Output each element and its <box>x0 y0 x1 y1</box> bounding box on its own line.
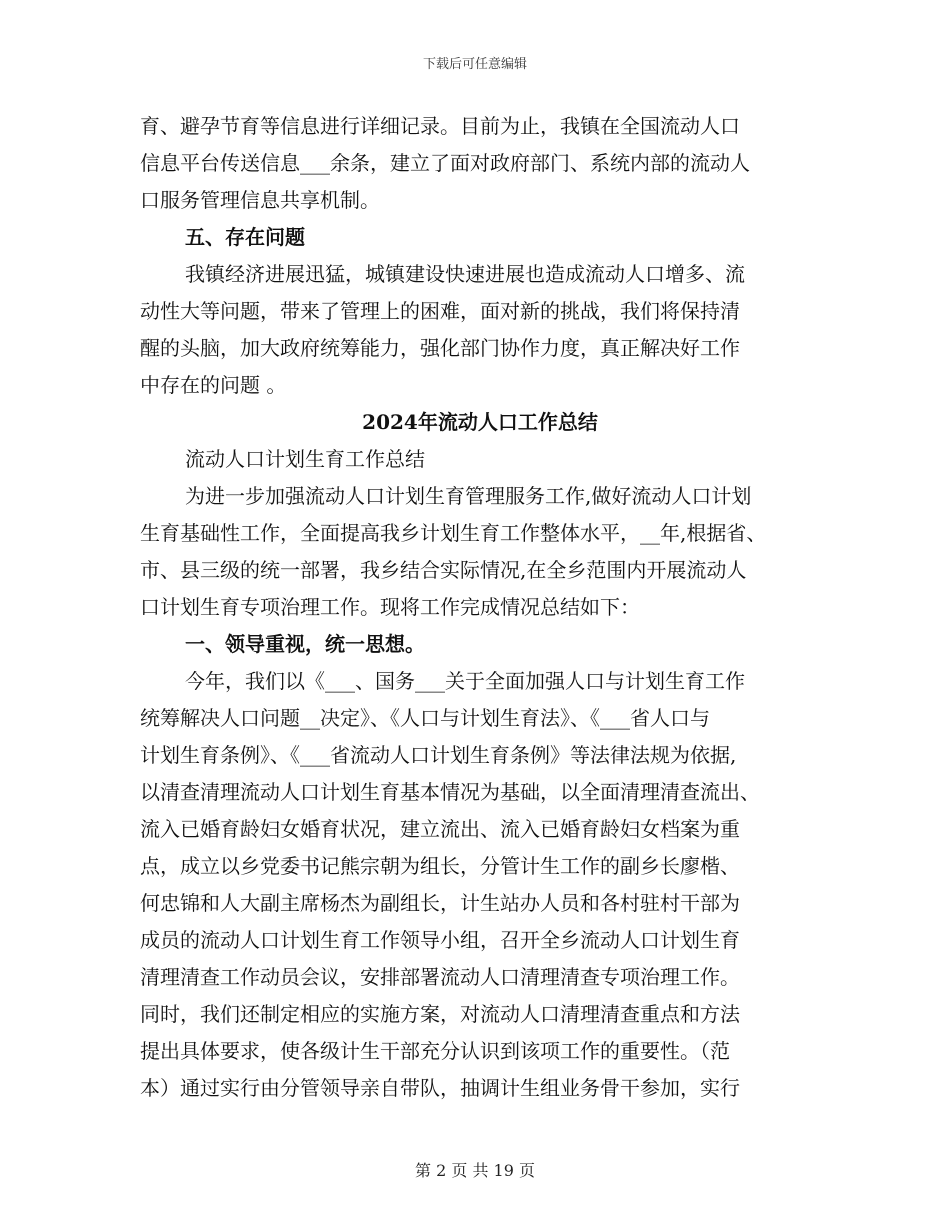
paragraph-line: 生育基础性工作，全面提高我乡计划生育工作整体水平，__年,根据省、 <box>140 521 767 545</box>
section-heading: 五、存在问题 <box>185 225 305 249</box>
paragraph-line: 市、县三级的统一部署，我乡结合实际情况,在全乡范围内开展流动人 <box>140 558 747 582</box>
document-title: 2024年流动人口工作总结 <box>362 410 598 434</box>
paragraph-line: 信息平台传送信息___余条，建立了面对政府部门、系统内部的流动人 <box>140 151 750 175</box>
paragraph-line: 本）通过实行由分管领导亲自带队，抽调计生组业务骨干参加，实行 <box>140 1076 740 1100</box>
document-body <box>140 108 820 1107</box>
paragraph-line: 口计划生育专项治理工作。现将工作完成情况总结如下： <box>140 595 640 619</box>
paragraph-line: 我镇经济进展迅猛，城镇建设快速进展也造成流动人口增多、流 <box>185 262 745 286</box>
paragraph-line: 醒的头脑，加大政府统筹能力，强化部门协作力度，真正解决好工作 <box>140 336 740 360</box>
paragraph-line: 何忠锦和人大副主席杨杰为副组长，计生站办人员和各村驻村干部为 <box>140 891 740 915</box>
paragraph-line: 流动人口计划生育工作总结 <box>185 447 425 471</box>
paragraph-line: 动性大等问题，带来了管理上的困难，面对新的挑战，我们将保持清 <box>140 299 740 323</box>
paragraph-line: 育、避孕节育等信息进行详细记录。目前为止，我镇在全国流动人口 <box>140 114 740 138</box>
paragraph-line: 流入已婚育龄妇女婚育状况，建立流出、流入已婚育龄妇女档案为重 <box>140 817 740 841</box>
paragraph-line: 为进一步加强流动人口计划生育管理服务工作,做好流动人口计划 <box>185 484 752 508</box>
paragraph-line: 同时，我们还制定相应的实施方案，对流动人口清理清查重点和方法 <box>140 1002 740 1026</box>
paragraph-line: 口服务管理信息共享机制。 <box>140 188 380 212</box>
paragraph-line: 清理清查工作动员会议，安排部署流动人口清理清查专项治理工作。 <box>140 965 740 989</box>
page-header: 下载后可任意编辑 <box>422 57 527 72</box>
paragraph-line: 点，成立以乡党委书记熊宗朝为组长，分管计生工作的副乡长廖楷、 <box>140 854 740 878</box>
page-number: 第 2 页 共 19 页 <box>415 1161 535 1180</box>
paragraph-line: 提出具体要求，使各级计生干部充分认识到该项工作的重要性。（范 <box>140 1039 730 1063</box>
paragraph-line: 计划生育条例》、《___省流动人口计划生育条例》等法律法规为依据, <box>140 743 737 767</box>
section-heading: 一、领导重视，统一思想。 <box>185 632 425 656</box>
paragraph-line: 今年，我们以《___、国务___关于全面加强人口与计划生育工作 <box>185 669 745 693</box>
paragraph-line: 中存在的问题 。 <box>140 373 287 397</box>
paragraph-line: 成员的流动人口计划生育工作领导小组，召开全乡流动人口计划生育 <box>140 928 740 952</box>
paragraph-line: 以清查清理流动人口计划生育基本情况为基础，以全面清理清查流出、 <box>140 780 760 804</box>
paragraph-line: 统筹解决人口问题__决定》、《人口与计划生育法》、《___省人口与 <box>140 706 710 730</box>
